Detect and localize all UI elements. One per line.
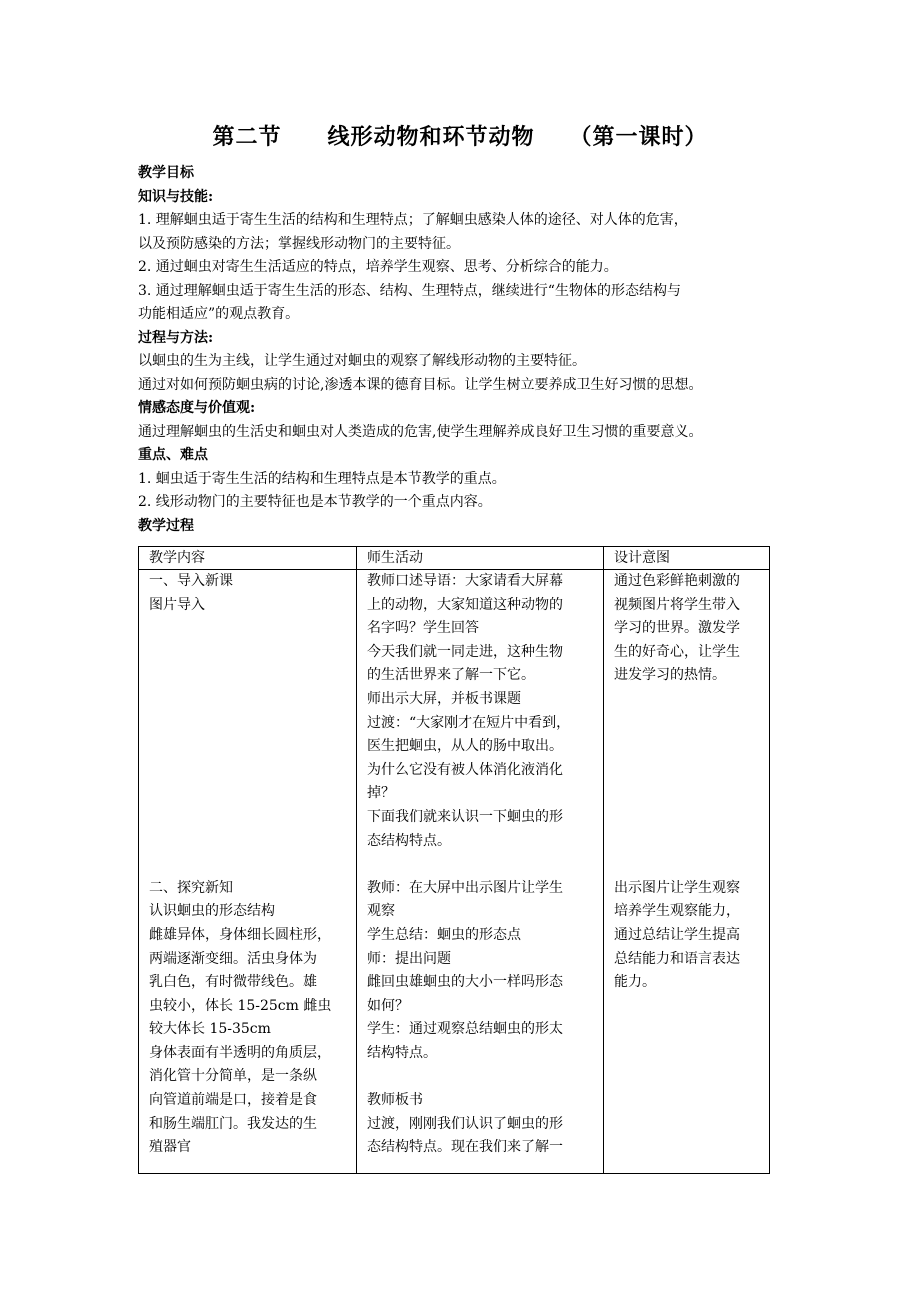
intent-line: 进发学习的热情。 xyxy=(614,667,726,684)
activity-line xyxy=(367,1065,595,1089)
activity-cell xyxy=(357,570,604,1174)
content-cell xyxy=(139,570,357,1174)
activity-line: 态结构特点。现在我们来了解一 xyxy=(367,1139,563,1156)
key-point-line: 1. 蛔虫适于寄生生活的结构和生理特点是本节教学的重点。 xyxy=(138,470,506,487)
intent-line: 能力。 xyxy=(614,974,656,991)
intent-line xyxy=(614,712,761,736)
content-line xyxy=(149,782,348,806)
intent-line: 视频图片将学生带入 xyxy=(614,596,740,613)
content-line: 和肠生端肛门。我发达的生 xyxy=(149,1115,317,1132)
activity-line: 教师：在大屏中出示图片让学生 xyxy=(367,879,563,896)
content-line xyxy=(149,735,348,759)
key-point-line: 2. 线形动物门的主要特征也是本节教学的一个重点内容。 xyxy=(138,494,492,510)
attitude-line: 通过理解蛔虫的生活史和蛔虫对人类造成的危害,使学生理解养成良好卫生习惯的重要意义。 xyxy=(138,423,703,440)
content-line: 一、导入新课 xyxy=(149,573,233,589)
activity-line: 掉？ xyxy=(367,785,395,802)
activity-line: 师出示大屏，并板书课题 xyxy=(367,690,521,707)
activity-line: 医生把蛔虫，从人的肠中取出。 xyxy=(367,738,563,755)
objectives-heading: 教学目标 xyxy=(138,165,194,181)
intent-line xyxy=(614,853,761,877)
activity-line: 今天我们就一同走进，这种生物 xyxy=(367,643,563,660)
activity-line: 观察 xyxy=(367,903,395,920)
intent-line: 生的好奇心，让学生 xyxy=(614,643,740,660)
intent-line xyxy=(614,782,761,806)
process-method-line: 通过对如何预防蛔虫病的讨论,渗透本课的德育目标。让学生树立要养成卫生好习惯的思想。 xyxy=(138,376,703,393)
content-line xyxy=(149,617,348,641)
activity-line: 为什么它没有被人体消化液消化 xyxy=(367,761,563,778)
activity-line: 态结构特点。 xyxy=(367,832,451,849)
process-method-heading: 过程与方法: xyxy=(138,329,214,346)
content-line: 消化管十分简单，是一条纵 xyxy=(149,1068,317,1085)
content-line xyxy=(149,759,348,783)
activity-line: 上的动物，大家知道这种动物的 xyxy=(367,596,563,613)
activity-line xyxy=(367,853,595,877)
content-line xyxy=(149,664,348,688)
intent-line: 总结能力和语言表达 xyxy=(614,950,740,967)
content-line xyxy=(149,853,348,877)
objectives-section xyxy=(138,162,798,538)
knowledge-line: 功能相适应”的观点教育。 xyxy=(138,306,300,322)
intent-line: 通过总结让学生提高 xyxy=(614,926,740,943)
content-line xyxy=(149,688,348,712)
content-line: 雌雄异体，身体细长圆柱形， xyxy=(149,926,331,943)
knowledge-line: 1. 理解蛔虫适于寄生生活的结构和生理特点；了解蛔虫感染人体的途径、对人体的危害， xyxy=(138,212,688,228)
activity-line: 教师口述导语：大家请看大屏幕 xyxy=(367,573,563,589)
intent-line xyxy=(614,806,761,830)
activity-line: 的生活世界来了解一下它。 xyxy=(367,667,535,684)
knowledge-heading: 知识与技能: xyxy=(138,188,214,205)
content-line xyxy=(149,641,348,665)
content-line: 虫较小，体长 15-25cm 雌虫 xyxy=(149,997,332,1014)
intent-line xyxy=(614,688,761,712)
process-method-line: 以蛔虫的生为主线，让学生通过对蛔虫的观察了解线形动物的主要特征。 xyxy=(138,353,586,369)
content-line: 身体表面有半透明的角质层， xyxy=(149,1044,331,1061)
activity-line: 学生：通过观察总结蛔虫的形太 xyxy=(367,1021,563,1038)
intent-line: 培养学生观察能力， xyxy=(614,903,740,920)
activity-line: 师：提出问题 xyxy=(367,950,451,967)
activity-line: 名字吗？学生回答 xyxy=(367,620,479,637)
knowledge-line: 2. 通过蛔虫对寄生生活适应的特点，培养学生观察、思考、分析综合的能力。 xyxy=(138,259,618,275)
content-line xyxy=(149,830,348,854)
column-header-activity: 师生活动 xyxy=(357,547,604,570)
content-line: 乳白色，有时微带线色。雄 xyxy=(149,974,317,991)
content-line: 图片导入 xyxy=(149,596,205,613)
activity-line: 如何？ xyxy=(367,997,409,1014)
intent-line: 通过色彩鲜艳刺激的 xyxy=(614,573,740,589)
table-row xyxy=(139,570,770,1174)
intent-line xyxy=(614,830,761,854)
page-title: 第二节 线形动物和环节动物 （第一课时） xyxy=(212,124,708,150)
activity-line: 过渡，刚刚我们认识了蛔虫的形 xyxy=(367,1115,563,1132)
content-line: 较大体长 15-35cm xyxy=(149,1021,271,1038)
column-header-content: 教学内容 xyxy=(139,547,357,570)
content-line xyxy=(149,806,348,830)
activity-line: 学生总结：蛔虫的形态点 xyxy=(367,926,521,943)
key-points-heading: 重点、难点 xyxy=(138,447,208,463)
intent-line: 出示图片让学生观察 xyxy=(614,879,740,896)
activity-line: 教师板书 xyxy=(367,1092,423,1109)
activity-line: 雌回虫雄蛔虫的大小一样吗形态 xyxy=(367,974,563,991)
content-line: 二、探究新知 xyxy=(149,879,233,896)
activity-line: 结构特点。 xyxy=(367,1044,437,1061)
column-header-intent: 设计意图 xyxy=(604,547,770,570)
table-header-row xyxy=(139,547,770,570)
content-line: 殖器官 xyxy=(149,1139,191,1156)
teaching-process-heading: 教学过程 xyxy=(138,517,194,534)
content-line: 向管道前端是口，接着是食 xyxy=(149,1092,317,1109)
intent-cell xyxy=(604,570,770,1174)
attitude-heading: 情感态度与价值观: xyxy=(138,400,256,416)
activity-line: 下面我们就来认识一下蛔虫的形 xyxy=(367,808,563,825)
knowledge-line: 以及预防感染的方法；掌握线形动物门的主要特征。 xyxy=(138,235,460,252)
content-line: 认识蛔虫的形态结构 xyxy=(149,903,275,920)
intent-line xyxy=(614,759,761,783)
intent-line: 学习的世界。激发学 xyxy=(614,620,740,637)
content-line xyxy=(149,712,348,736)
activity-line: 过渡：“大家刚才在短片中看到， xyxy=(367,714,571,731)
knowledge-line: 3. 通过理解蛔虫适于寄生生活的形态、结构、生理特点，继续进行“生物体的形态结构与 xyxy=(138,282,681,299)
content-line: 两端逐渐变细。活虫身体为 xyxy=(149,950,317,967)
teaching-process-table xyxy=(138,546,770,1174)
intent-line xyxy=(614,735,761,759)
